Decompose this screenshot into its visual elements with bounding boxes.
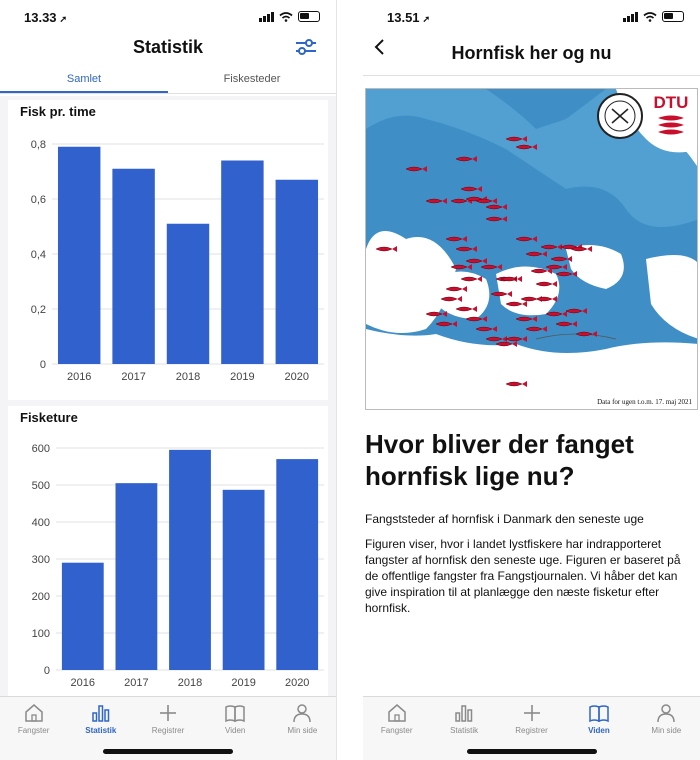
article-title: Hvor bliver der fanget hornfisk lige nu? xyxy=(365,429,634,491)
tabbar-label: Registrer xyxy=(151,726,185,735)
plus-icon xyxy=(157,703,179,723)
y-tick-label: 0,6 xyxy=(30,194,46,206)
y-tick-label: 0,8 xyxy=(30,139,46,151)
battery-icon xyxy=(298,11,320,22)
bar[interactable] xyxy=(276,180,318,364)
x-tick-label: 2020 xyxy=(284,677,310,689)
status-bar xyxy=(0,0,336,34)
home-icon xyxy=(23,703,45,723)
dtu-logo: DTU xyxy=(651,93,691,139)
article-body: Figuren viser, hvor i landet lystfiskere har indrapporteret fangster af hornfisk den seneste uge. Figuren er baseret på de offentlige fangster fra Fangstjournalen. Vi håber det kan give inspiration til at planlægge den næste fisketur efter hornfisk. xyxy=(365,537,681,615)
fangstjournalen-emblem xyxy=(597,93,643,139)
y-tick-label: 0,4 xyxy=(30,249,46,261)
book-icon xyxy=(588,703,610,723)
bar-chart-fish-per-hour xyxy=(8,100,329,400)
bar[interactable] xyxy=(112,169,154,364)
article-screen xyxy=(363,0,700,760)
back-chevron-icon[interactable] xyxy=(373,38,387,56)
map-graphic xyxy=(366,89,698,410)
article-subtitle: Fangststeder af hornfisk i Danmark den seneste uge xyxy=(365,512,644,526)
chart-card-fish-per-hour xyxy=(8,100,328,400)
x-tick-label: 2019 xyxy=(231,677,256,689)
battery-icon xyxy=(662,11,684,22)
status-time: 13.33 ➚ xyxy=(24,10,68,25)
wifi-icon xyxy=(643,12,657,22)
stats-content xyxy=(0,96,336,696)
tabbar-label: Fangster xyxy=(380,726,413,735)
chart-title: Fisketure xyxy=(20,410,78,425)
tabbar-label: Viden xyxy=(588,726,610,735)
plus-icon xyxy=(521,703,543,723)
y-tick-label: 500 xyxy=(31,480,50,492)
statistik-screen xyxy=(0,0,337,760)
bar[interactable] xyxy=(221,161,263,365)
book-icon xyxy=(224,703,246,723)
tabbar-label: Min side xyxy=(287,726,318,735)
signal-icon xyxy=(259,12,274,22)
tabbar-label: Statistik xyxy=(450,726,479,735)
bar[interactable] xyxy=(276,459,318,670)
header xyxy=(0,34,336,64)
tab-samlet[interactable]: Samlet xyxy=(0,64,168,93)
bar-chart-fishing-trips xyxy=(8,406,329,698)
map-caption: Data for ugen t.o.m. 17. maj 2021 xyxy=(594,397,695,407)
x-tick-label: 2018 xyxy=(177,677,203,689)
y-tick-label: 100 xyxy=(31,628,50,640)
tab-fiskesteder[interactable]: Fiskesteder xyxy=(223,73,281,85)
y-tick-label: 0 xyxy=(43,665,50,677)
bar[interactable] xyxy=(58,147,100,364)
header xyxy=(363,34,700,76)
tabbar-label: Fangster xyxy=(17,726,50,735)
bar[interactable] xyxy=(169,450,211,670)
catch-map xyxy=(365,88,698,410)
x-tick-label: 2019 xyxy=(230,371,255,383)
tabbar-fangster[interactable] xyxy=(363,697,430,760)
bar[interactable] xyxy=(115,483,157,670)
bar-chart-icon xyxy=(453,703,475,723)
segment-tabs xyxy=(0,64,336,94)
person-icon xyxy=(655,703,677,723)
x-tick-label: 2018 xyxy=(175,371,201,383)
status-bar xyxy=(363,0,700,34)
y-tick-label: 0 xyxy=(39,359,46,371)
y-tick-label: 600 xyxy=(31,443,50,455)
bar[interactable] xyxy=(167,224,209,364)
x-tick-label: 2017 xyxy=(121,371,146,383)
tabbar-min-side[interactable] xyxy=(269,697,336,760)
x-tick-label: 2020 xyxy=(284,371,310,383)
y-tick-label: 200 xyxy=(31,591,50,603)
home-icon xyxy=(386,703,408,723)
tabbar-min-side[interactable] xyxy=(633,697,700,760)
chart-card-fishing-trips xyxy=(8,406,328,698)
y-tick-label: 400 xyxy=(31,517,50,529)
x-tick-label: 2016 xyxy=(70,677,96,689)
signal-icon xyxy=(623,12,638,22)
page-title: Hornfisk her og nu xyxy=(451,43,612,63)
home-indicator xyxy=(103,749,233,754)
page-title: Statistik xyxy=(132,37,204,57)
filter-settings-icon[interactable] xyxy=(294,36,318,58)
status-time: 13.51 ➚ xyxy=(387,10,431,25)
y-tick-label: 0,2 xyxy=(30,304,46,316)
bar-chart-icon xyxy=(90,703,112,723)
tabbar-label: Registrer xyxy=(515,726,548,735)
home-indicator xyxy=(467,749,597,754)
chart-title: Fisk pr. time xyxy=(20,104,96,119)
tab-bar xyxy=(0,696,336,760)
tabbar-fangster[interactable] xyxy=(0,697,67,760)
tabbar-label: Min side xyxy=(651,726,682,735)
tabbar-label: Viden xyxy=(225,726,246,735)
x-tick-label: 2017 xyxy=(124,677,149,689)
y-tick-label: 300 xyxy=(31,554,50,566)
wifi-icon xyxy=(279,12,293,22)
bar[interactable] xyxy=(62,563,104,670)
x-tick-label: 2016 xyxy=(66,371,92,383)
tabbar-label: Statistik xyxy=(85,726,117,735)
person-icon xyxy=(291,703,313,723)
bar[interactable] xyxy=(223,490,265,670)
tab-bar xyxy=(363,696,700,760)
